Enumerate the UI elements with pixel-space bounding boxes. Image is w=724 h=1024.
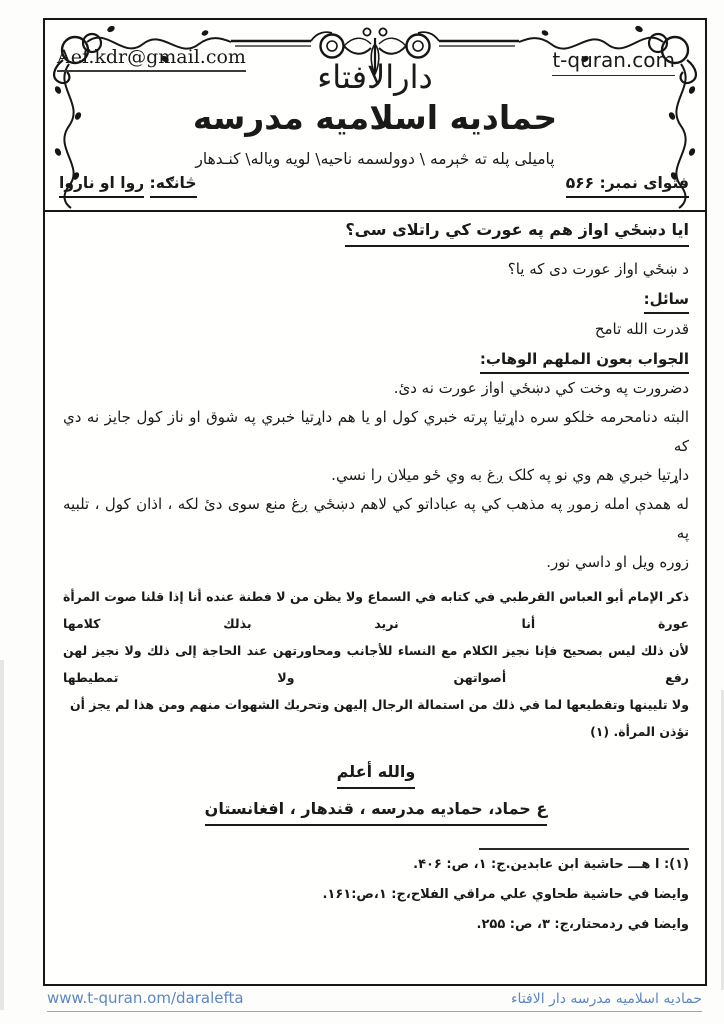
answer-line: دضرورت په وخت کي دښځي اواز عورت نه دئ. — [393, 379, 689, 397]
header-divider-rule — [45, 210, 705, 212]
madrasa-name: حمادیه اسلامیه مدرسه — [192, 98, 558, 137]
footnote: (۱): ا هـــ حاشیة ابن عابدین.ج: ۱، ص: ۴۰۶. — [413, 857, 689, 872]
website-link[interactable]: t-quran.com — [552, 48, 675, 76]
madrasa-address: پامیلی پله ته څېرمه \ دوولسمه ناحیه\ لویه ویاله\ کنـدهار — [195, 150, 555, 168]
dar-al-ifta-title: دارالافتاء — [317, 58, 433, 96]
fatwa-body — [63, 219, 689, 940]
fatwa-number-label: فتوای نمبر: — [599, 174, 689, 192]
fatwa-number-value: ۵۶۶ — [565, 174, 595, 192]
email-link[interactable]: Aef.kdr@gmail.com — [57, 46, 246, 72]
signature-text: ع حماد، حمادیه مدرسه ، قندهار ، افغانستان — [205, 798, 548, 826]
signature-line — [63, 798, 689, 826]
answer-line: زوره ویل او داسي نور. — [546, 553, 689, 571]
footnote: وایضا في ردمحتار،ج: ۳، ص: ۲۵۵. — [476, 917, 689, 932]
question-title-line — [63, 219, 689, 247]
closing-text: والله أعلم — [337, 761, 416, 789]
answer-line: البته دنامحرمه خلکو سره داړتیا پرته خبري کول او یا هم داړتیا خبري په شوق او ناز کول جایز نه دي که — [63, 408, 689, 455]
category-line — [59, 174, 197, 192]
scan-artifact — [0, 660, 4, 1010]
asker-name: قدرت الله تامح — [594, 320, 689, 338]
arabic-citation-block — [63, 583, 689, 745]
document-border-frame — [43, 18, 707, 986]
answer-heading-line — [63, 344, 689, 374]
answer-line: له همدې امله زموږ په مذهب کي په عباداتو کي لاهم دښځي ږغ منع سوی دئ لکه ، اذان کول ، تلبیه په — [63, 495, 689, 542]
question-title: ایا دښځي اواز هم په عورت کي راتلای سی؟ — [345, 219, 689, 247]
category-value: روا او ناروا — [59, 174, 144, 198]
arabic-citation-line: لأن ذلك ليس بصحيح فإنا نجيز الكلام مع النساء للأجانب ومحاورتهن عند الحاجة إلى ذلك ولا نجيز لهن رفع أصواتهن ولا تمطيطها — [63, 643, 689, 685]
closing-line — [63, 761, 689, 789]
fatwa-number — [566, 174, 689, 198]
asker-label-line — [63, 284, 689, 314]
footer-url-link[interactable]: www.t-quran.om/daralefta — [47, 989, 244, 1007]
asker-label: سائل: — [644, 290, 689, 314]
page-footer — [47, 989, 702, 1012]
footer-site-title-link[interactable]: حمادیه اسلامیه مدرسه دار الافتاء — [510, 991, 702, 1007]
category-label: څانګه: — [150, 174, 197, 198]
footnote: وایضا في حاشیة طحاوي علي مراقي الفلاح،ج: ۱،ص:۱۶۱. — [322, 887, 689, 902]
arabic-citation-line: ذكر الإمام أبو العباس القرطبي في كتابه في السماع ولا يظن من لا فطنة عنده أنا إذا قلنا صوت المرأة عورة أنا نريد بذلك كلامها — [63, 589, 689, 631]
arabic-citation-line: ولا تليينها وتقطيعها لما في ذلك من استمالة الرجال إليهن وتحريك الشهوات منهم ومن هذا لم يجز أن تؤذن المرأة. (١) — [69, 697, 689, 739]
question-text: د ښځي اواز عورت دی که یا؟ — [507, 260, 689, 278]
answer-line: داړتیا خبري هم وي نو په کلک ږغ به وي ځو میلان را نسي. — [331, 466, 689, 484]
answer-heading: الجواب بعون الملهم الوهاب: — [480, 350, 689, 374]
